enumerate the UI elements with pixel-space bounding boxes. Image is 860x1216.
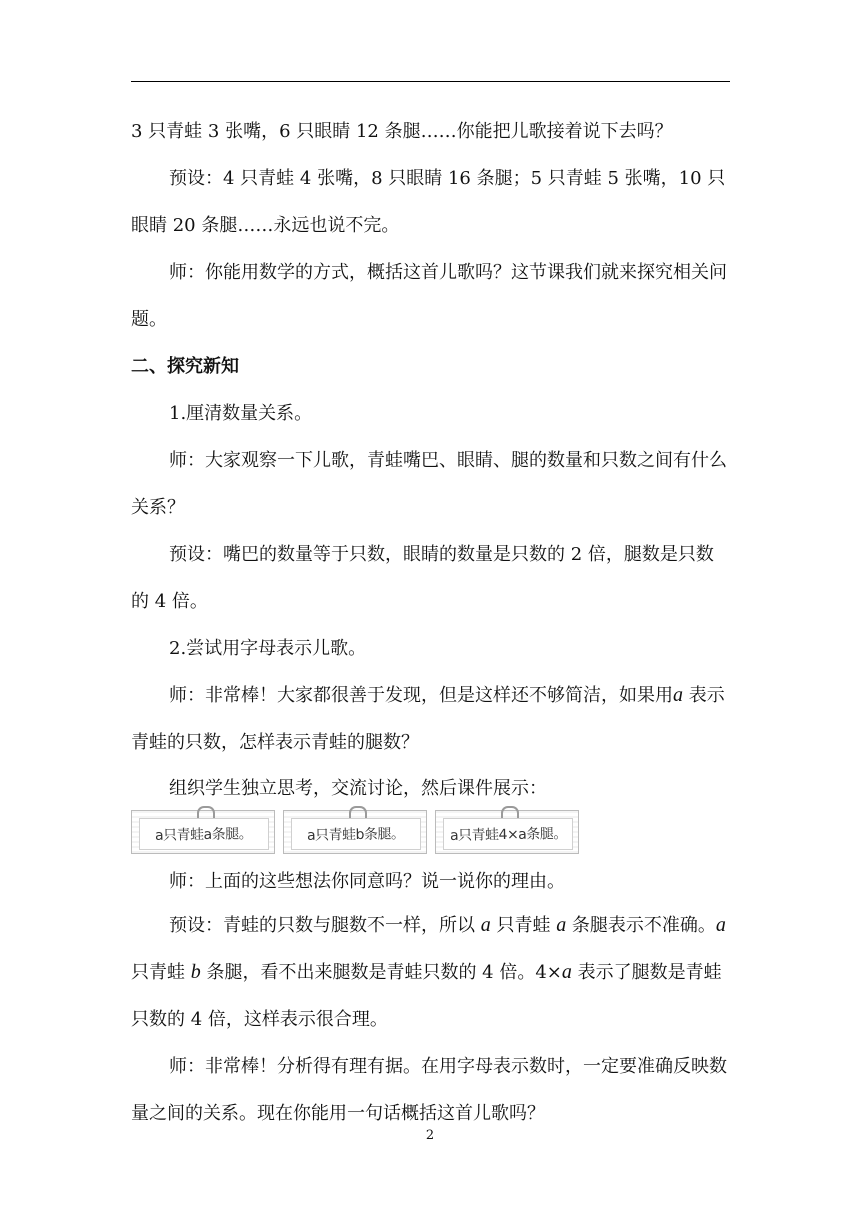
courseware-card <box>131 810 277 856</box>
courseware-card <box>283 810 429 856</box>
courseware-card <box>435 810 581 856</box>
document-body <box>131 108 730 1137</box>
paragraph-5: 师：大家观察一下儿歌，青蛙嘴巴、眼睛、腿的数量和只数之间有什么关系？ <box>131 450 727 518</box>
paragraph-11 <box>131 902 730 1043</box>
paragraph-8-text-b: 表示青蛙的只数，怎样表示青蛙的腿数？ <box>131 685 725 753</box>
paragraph-2: 预设：4 只青蛙 4 张嘴，8 只眼睛 16 条腿；5 只青蛙 5 张嘴，10 只眼睛 20 条腿……永远也说不完。 <box>131 168 726 236</box>
section-heading: 二、探究新知 <box>131 356 239 377</box>
variable-a: a <box>556 914 567 936</box>
card-handwriting: a只青蛙b条腿。 <box>307 826 405 844</box>
courseware-cards <box>131 810 730 858</box>
text-run: 只青蛙 <box>490 915 557 936</box>
paragraph-6: 预设：嘴巴的数量等于只数，眼睛的数量是只数的 2 倍，腿数是只数的 4 倍。 <box>131 544 714 612</box>
card-handwriting: a只青蛙a条腿。 <box>155 826 253 844</box>
variable-a: a <box>561 961 572 983</box>
paragraph-8 <box>131 672 730 766</box>
page-number: 2 <box>425 1128 435 1143</box>
variable-a: a <box>480 914 491 936</box>
paragraph-12: 师：非常棒！分析得有理有据。在用字母表示数时，一定要准确反映数量之间的关系。现在你能用一句话概括这首儿歌吗？ <box>131 1056 727 1124</box>
variable-a: a <box>673 684 683 706</box>
paragraph-4: 1.厘清数量关系。 <box>169 403 313 424</box>
text-run: 预设：青蛙的只数与腿数不一样，所以 <box>169 915 481 936</box>
paragraph-7: 2.尝试用字母表示儿歌。 <box>169 638 367 659</box>
variable-b: b <box>190 961 201 983</box>
paragraph-10: 师：上面的这些想法你同意吗？说一说你的理由。 <box>169 871 565 892</box>
text-run: 只青蛙 <box>131 962 191 983</box>
text-run: 表示了腿数是青蛙只数的 4 倍，这样表示很合理。 <box>131 962 722 1030</box>
paragraph-1: 3 只青蛙 3 张嘴，6 只眼睛 12 条腿……你能把儿歌接着说下去吗？ <box>131 121 673 142</box>
variable-a: a <box>715 914 726 936</box>
header-rule <box>131 81 730 82</box>
paragraph-3: 师：你能用数学的方式，概括这首儿歌吗？这节课我们就来探究相关问题。 <box>131 262 727 330</box>
text-run: 条腿，看不出来腿数是青蛙只数的 4 倍。4× <box>200 962 562 983</box>
paragraph-8-text-a: 师：非常棒！大家都很善于发现，但是这样还不够简洁，如果用 <box>169 685 673 706</box>
paragraph-9: 组织学生独立思考，交流讨论，然后课件展示： <box>169 778 547 799</box>
text-run: 条腿表示不准确。 <box>566 915 716 936</box>
card-handwriting: a只青蛙4×a条腿。 <box>449 825 567 845</box>
